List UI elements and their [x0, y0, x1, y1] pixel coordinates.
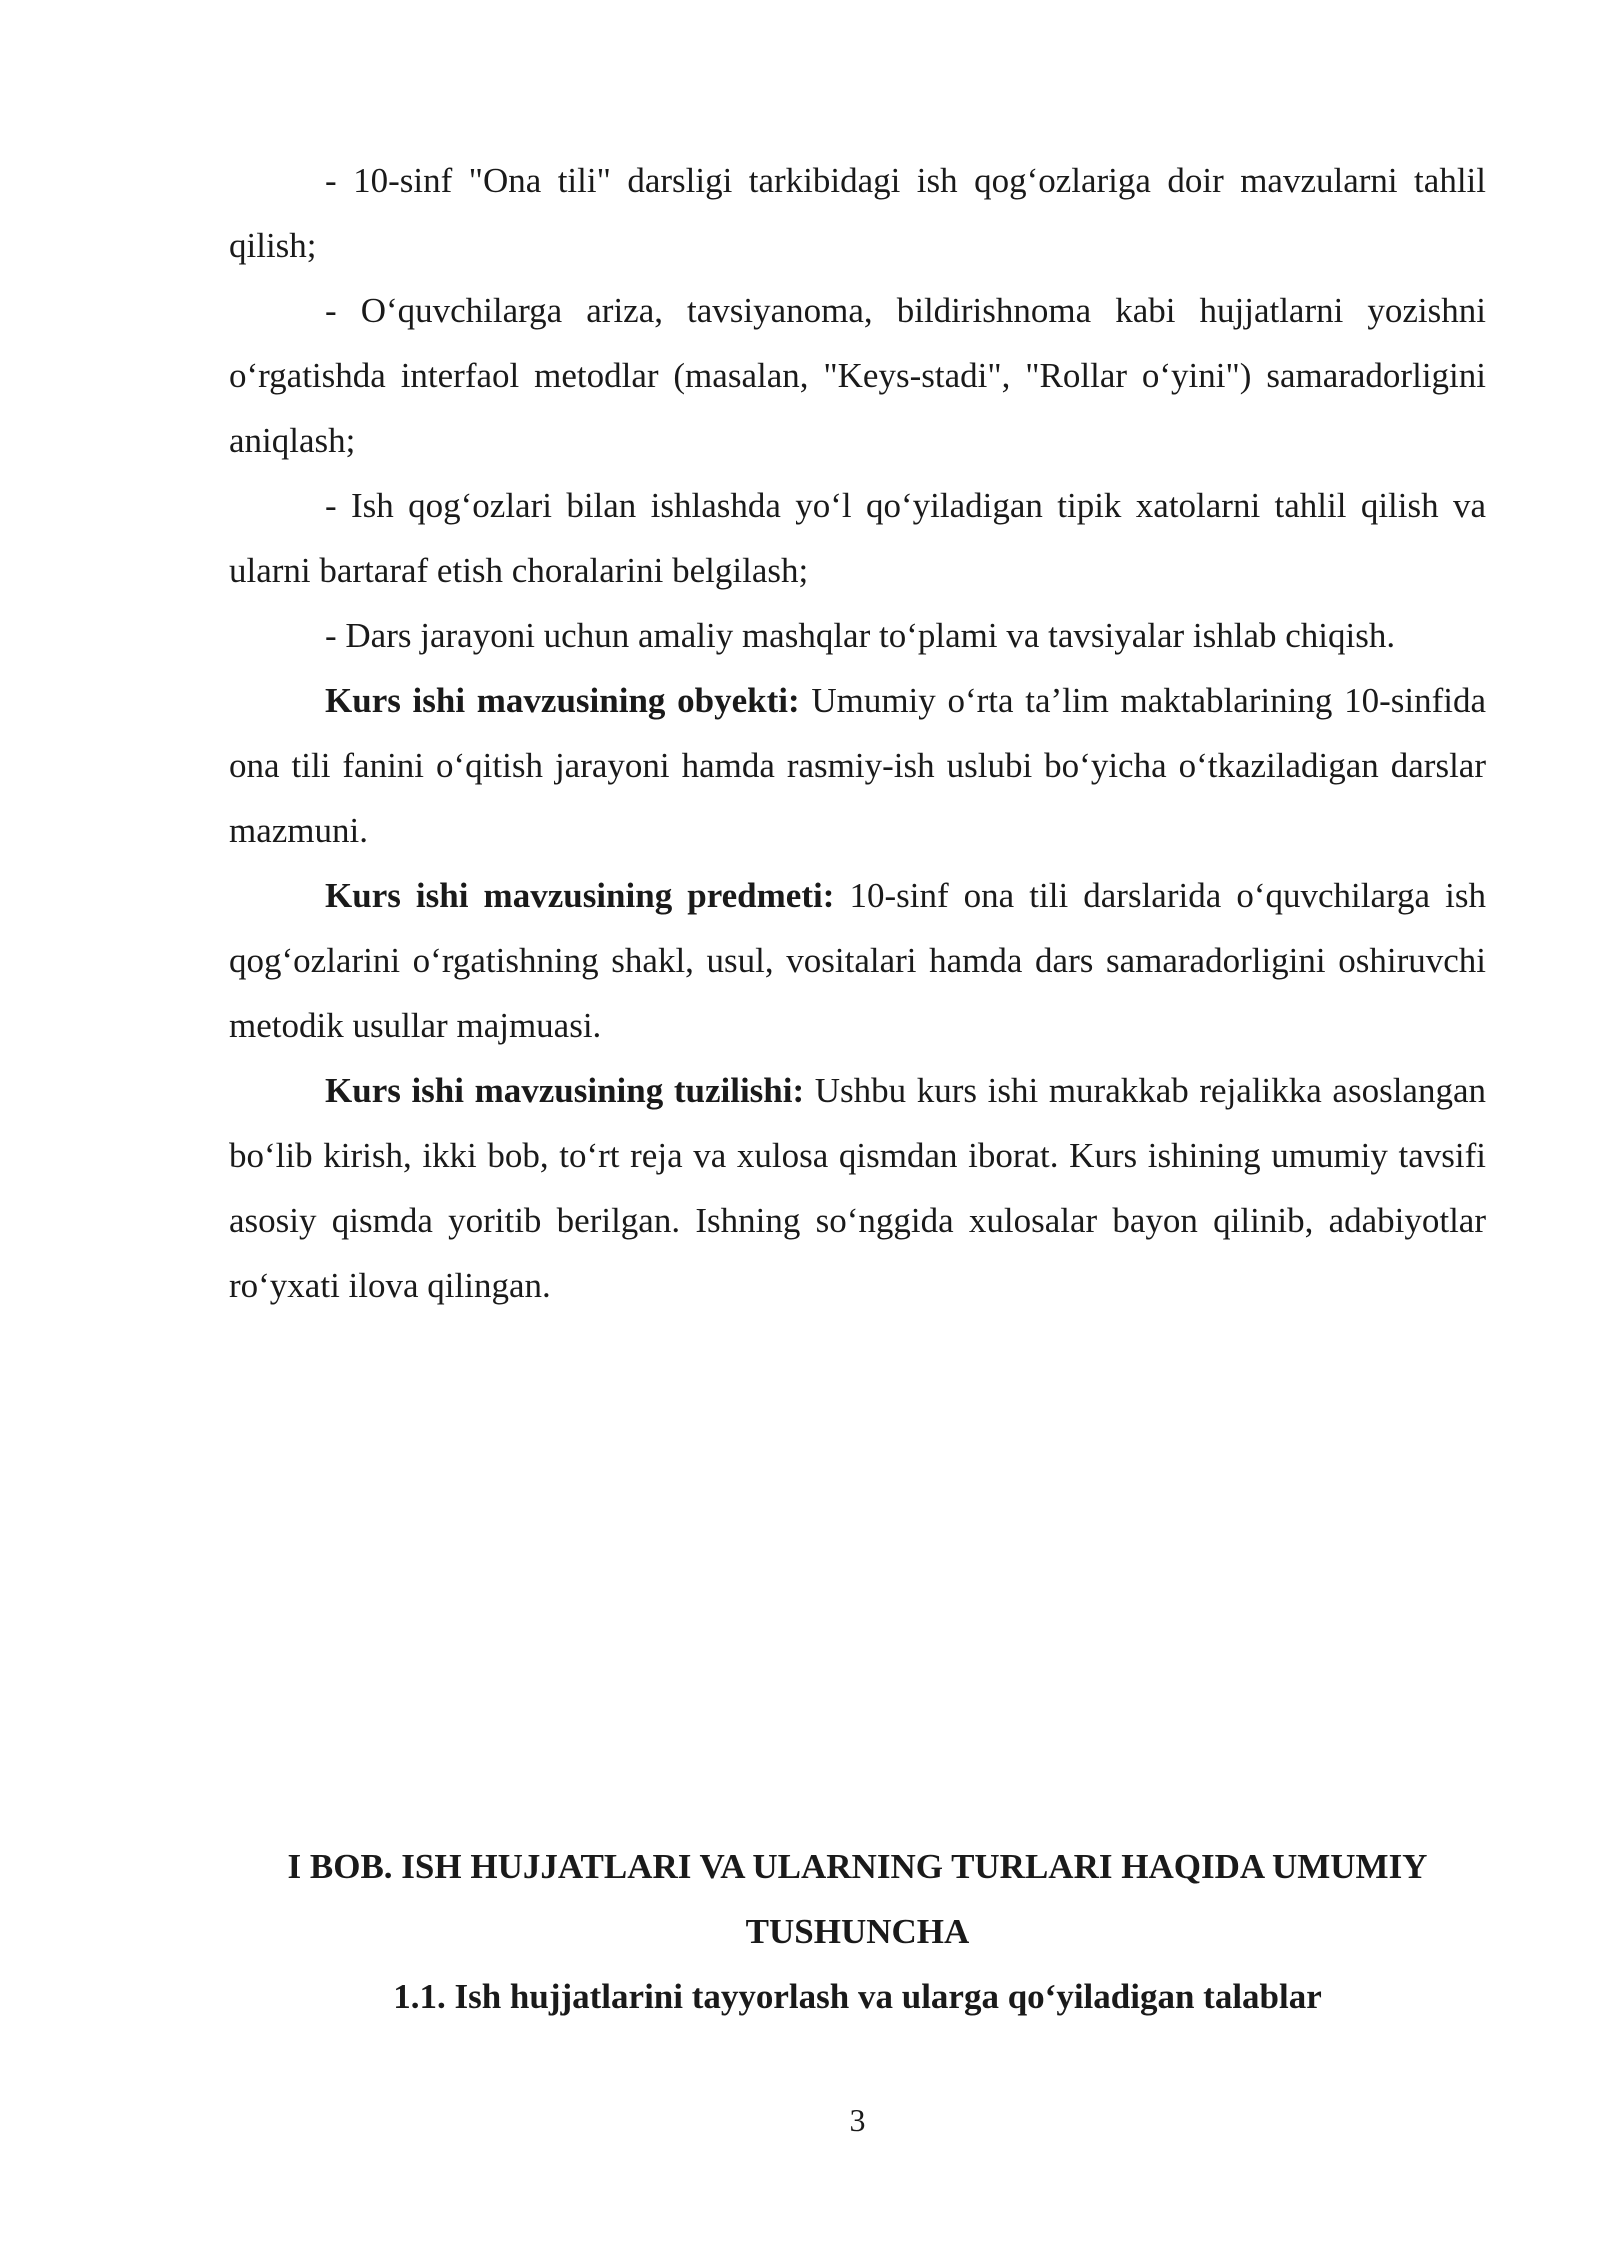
chapter-title: I BOB. ISH HUJJATLARI VA ULARNING TURLARI HAQIDA UMUMIY TUSHUNCHA — [287, 1847, 1428, 1951]
paragraph-label: Kurs ishi mavzusining tuzilishi: — [325, 1071, 805, 1110]
paragraph-task-1 — [229, 148, 1486, 278]
paragraph-label: Kurs ishi mavzusining predmeti: — [325, 876, 835, 915]
paragraph-text: Ushbu kurs ishi murakkab rejalikka asoslangan bo‘lib kirish, ikki bob, to‘rt reja va xulosa qismdan iborat. Kurs ishining umumiy tavsifi asosiy qismda yoritib berilgan. Ishning so‘nggida xulosalar bayon qilinib, adabiyotlar ro‘yxati ilova qilingan. — [229, 1071, 1486, 1305]
paragraph-text: - Ish qog‘ozlari bilan ishlashda yo‘l qo‘yiladigan tipik xatolarni tahlil qilish va ularni bartaraf etish choralarini belgilash; — [229, 486, 1486, 590]
paragraph-text: - 10-sinf "Ona tili" darsligi tarkibidagi ish qog‘ozlariga doir mavzularni tahlil qilish; — [229, 161, 1486, 265]
paragraph-task-3 — [229, 473, 1486, 603]
paragraph-text: - O‘quvchilarga ariza, tavsiyanoma, bildirishnoma kabi hujjatlarni yozishni o‘rgatishda interfaol metodlar (masalan, "Keys-stadi", "Rollar o‘yini") samaradorligini aniqlash; — [229, 291, 1486, 460]
document-body — [229, 148, 1486, 1318]
paragraph-label: Kurs ishi mavzusining obyekti: — [325, 681, 800, 720]
paragraph-task-2 — [229, 278, 1486, 473]
paragraph-text: Umumiy o‘rta ta’lim maktablarining 10-sinfida ona tili fanini o‘qitish jarayoni hamda rasmiy-ish uslubi bo‘yicha o‘tkaziladigan darslar mazmuni. — [229, 681, 1486, 850]
paragraph-subject — [229, 863, 1486, 1058]
page-number: 3 — [849, 2102, 866, 2138]
paragraph-task-4 — [229, 603, 1486, 668]
paragraph-object — [229, 668, 1486, 863]
paragraph-text: - Dars jarayoni uchun amaliy mashqlar to‘plami va tavsiyalar ishlab chiqish. — [325, 616, 1396, 655]
section-title: 1.1. Ish hujjatlarini tayyorlash va ularga qo‘yiladigan talablar — [393, 1977, 1322, 2016]
paragraph-structure — [229, 1058, 1486, 1318]
paragraph-text: 10-sinf ona tili darslarida o‘quvchilarga ish qog‘ozlarini o‘rgatishning shakl, usul, vositalari hamda dars samaradorligini oshiruvchi metodik usullar majmuasi. — [229, 876, 1486, 1045]
